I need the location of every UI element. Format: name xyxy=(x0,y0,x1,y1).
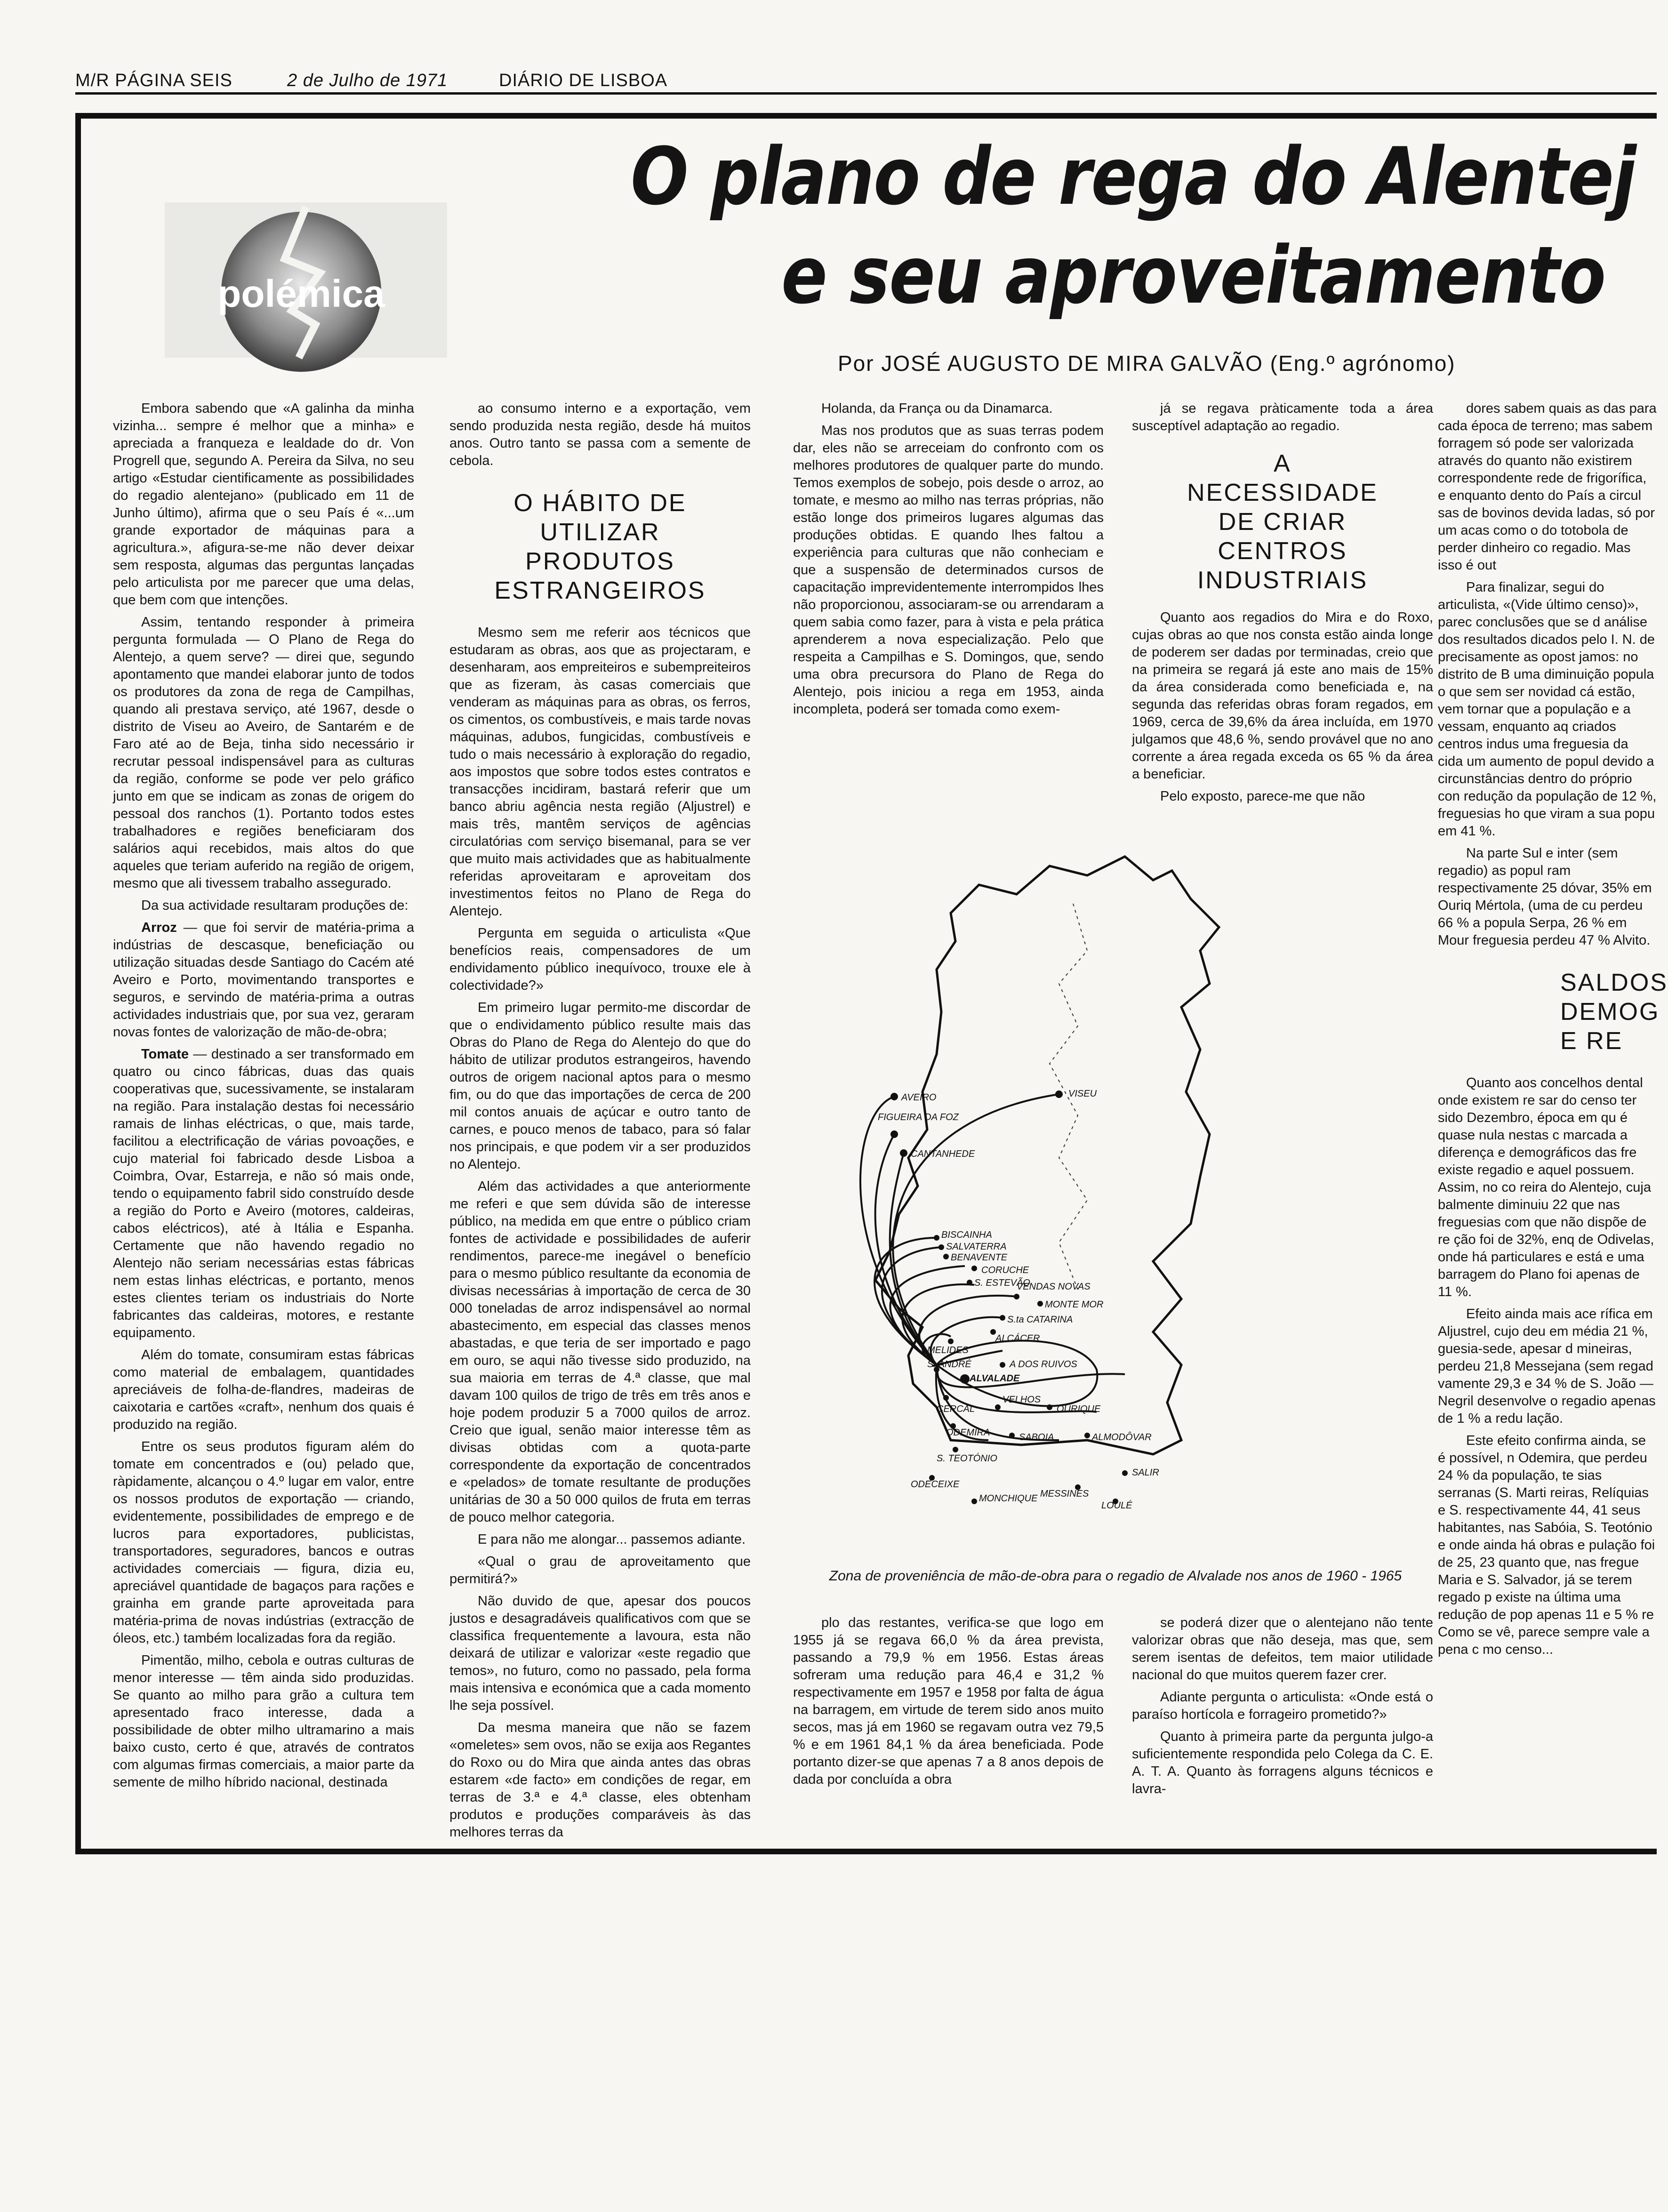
tomate-label: Tomate xyxy=(141,1047,189,1062)
paragraph: Pergunta em seguida o articulista «Que benefícios reais, compensadores de um endividamento público inequívoco, trouxe ele à colectividade?» xyxy=(449,926,751,993)
map-label: CERCAL xyxy=(937,1404,975,1414)
paragraph: Mas nos produtos que as suas terras podem dar, eles não se arreceiam do confronto com os melhores produtores de qualquer parte do mundo. Temos exemplos de sobejo, pois desde o arroz, ao tomate, e mesmo ao milho nas terras próprias, não estão longe dos primeiros lugares algumas das produções obtidas. E quando lhes faltou a experiência para culturas que não conheciam e que a suspensão de determinados cursos de capacitação imprevidentemente interrompidos lhes não proporcionou, associaram-se ou arrendaram a quem sabia como fazer, para à vista e pela prática aprenderem a nova especialização. Pelo que respeita a Campilhas e S. Domingos, que, sendo uma obra precursora do Plano de Rega do Alentejo, pois iniciou a rega em 1953, ainda incompleta, poderá ser tomada como exem- xyxy=(793,423,1104,717)
article-title-line2: e seu aproveitamento xyxy=(781,229,1605,321)
map-label: ALCÁCER xyxy=(995,1333,1040,1344)
map-label: CANTANHEDE xyxy=(911,1149,975,1159)
map-label: OURIQUE xyxy=(1057,1404,1101,1414)
map-label: BENAVENTE xyxy=(951,1252,1008,1263)
map-label: LOULÉ xyxy=(1101,1500,1132,1511)
map-label: SABOIA xyxy=(1019,1432,1054,1443)
map-label: MONTE MOR xyxy=(1045,1299,1104,1310)
column-4-bottom xyxy=(1132,1614,1433,1840)
map-label: S. ANDRÉ xyxy=(927,1359,971,1370)
polemica-logo xyxy=(165,202,447,358)
map-label: BISCAINHA xyxy=(941,1230,992,1240)
paragraph: Embora sabendo que «A galinha da minha vizinha... sempre é melhor que a minha» e apreciada a franqueza e lealdade do dr. Von Progrell que, segundo A. Pereira da Silva, no seu artigo «Estudar cientificamente as possibilidades do regadio alentejano» (publicado em 11 de Junho último), afirma que o seu País é «...um grande exportador de máquinas para a agricultura.», afigura-se-me não dever deixar sem resposta, algumas das perguntas lançadas pelo articulista por me parecer que uma delas, que bem com que intenções. xyxy=(113,401,414,608)
paragraph: Para finalizar, segui do articulista, «(Vide último censo)», parec conclusões que se d análise dos resultados dicados pelo I. N. de precisamente as opost jamos: no distrito de B uma diminuição popula o que sem ser novidad cá estão, vem tornar que a população e a vessam, enquanto aq criados centros indus uma freguesia da cida um aumento de popul devido a circunstâncias dentro do próprio con redução da população de 12 %, freguesias ho que viram a sua popu em 41 %. xyxy=(1438,580,1657,839)
map-label: S.ta CATARINA xyxy=(1007,1314,1073,1325)
paragraph: ao consumo interno e a exportação, vem sendo produzida nesta região, desde há muitos anos. Outro tanto se passa com a semente de cebola. xyxy=(449,401,751,468)
subheading-necessidade: A NECESSIDADE DE CRIAR CENTROS INDUSTRIAIS xyxy=(1187,450,1378,594)
article-frame-bottom xyxy=(75,1849,1657,1854)
paragraph xyxy=(113,919,414,1041)
column-1 xyxy=(113,400,414,1840)
paragraph: dores sabem quais as das para cada época de terreno; mas sabem forragem só pode ser valorizada através do quanto não existirem correspondente rede de frigorífica, e enquanto dento do País a circul sas de bovinos devida ladas, só por um acas como o do totobola de perder dinheiro co regadio. Mas isso é out xyxy=(1438,401,1657,573)
map-label: ODEMIRA xyxy=(946,1427,990,1438)
paragraph: Entre os seus produtos figuram além do tomate em concentrados e (ou) pelado que, ràpidamente, alcançou o 4.º lugar em valor, entre os nossos produtos de exportação — criando, evidentemente, possibilidades de emprego e de lucros para exportadores, publicistas, transportadores, seguradores, bancos e outras actividades comerciais — figura, dizia eu, apreciável quantidade de bagaços para rações e grainha em grande parte aproveitada para matéria-prima de novas indústrias (extracção de óleos, etc.) também localizadas fora da região. xyxy=(113,1439,414,1646)
arroz-text: — que foi servir de matéria-prima a indústrias de descasque, beneficiação ou utilização situadas desde Santiago do Cacém até Aveiro e Porto, movimentando transportes e seguros, e servindo de matéria-prima a outras actividades industriais que, por sua vez, geraram novas fontes de valorização de mão-de-obra; xyxy=(113,920,414,1040)
map-label: CORUCHE xyxy=(981,1265,1029,1275)
article-frame-left xyxy=(75,113,81,1854)
map-caption: Zona de proveniência de mão-de-obra para o regadio de Alvalade nos anos de 1960 - 1965 xyxy=(829,1568,1402,1584)
paragraph: Pimentão, milho, cebola e outras culturas de menor interesse — têm ainda sido produzidas. Se quanto ao milho para grão a cultura tem apresentado fraco interesse, dada a possibilidade de obter milho ultramarino a mais baixo custo, certo é que, através de contratos com algumas firmas comerciais, a maior parte da semente de milho híbrido nacional, destinada xyxy=(113,1653,414,1790)
masthead-rule xyxy=(75,92,1657,95)
map-label: MELIDES xyxy=(927,1345,969,1355)
paragraph: «Qual o grau de aproveitamento que permitirá?» xyxy=(449,1554,751,1587)
map-label: SALIR xyxy=(1132,1467,1159,1478)
newspaper-name: DIÁRIO DE LISBOA xyxy=(499,71,668,90)
column-3-bottom xyxy=(793,1614,1104,1840)
paragraph: Quanto à primeira parte da pergunta julgo-a suficientemente respondida pelo Colega da C. E. A. T. A. Quanto às forragens alguns técnicos e lavra- xyxy=(1132,1729,1433,1796)
arroz-label: Arroz xyxy=(141,920,177,935)
map-label: FIGUEIRA DA FOZ xyxy=(878,1112,959,1122)
map-label: ODECEIXE xyxy=(911,1479,960,1490)
paragraph: Em primeiro lugar permito-me discordar de que o endividamento público resulte mais das Obras do Plano de Rega do Alentejo do que do hábito de utilizar produtos estrangeiros, havendo outros de origem nacional aptos para o mesmo fim, ou do que das importações de cerca de 200 mil contos anuais de açúcar e outro tanto de carnes, e pouco menos de tabaco, para só falar nos principais, e que podem vir a ser produzidos no Alentejo. xyxy=(449,1000,751,1172)
article-title-line1: O plano de rega do Alentej xyxy=(631,130,1636,223)
paragraph: Mesmo sem me referir aos técnicos que estudaram as obras, aos que as projectaram, e desenharam, aos empreiteiros e subempreiteiros que as fizeram, às casas comerciais que venderam as máquinas para as obras, os ferros, os cimentos, os combustíveis, e mais tarde novas máquinas, adubos, fungicidas, combustíveis e tudo o mais necessário à exploração do regadio, aos impostos que sobre todos estes contratos e transacções incidiram, bastará referir que um banco abriu agência nesta região (Aljustrel) e mais três, mantêm serviços de agências circulatórias com serviço bisemanal, para se ver que muito mais actividades que as habitualmente referidas aproveitaram e aproveitam dos investimentos feitos no Plano de Rega do Alentejo. xyxy=(449,625,751,919)
logo-text: polémica xyxy=(217,272,385,315)
subheading-saldos: SALDOS DEMOG E RE xyxy=(1560,969,1668,1055)
map-label: VENDAS NOVAS xyxy=(1017,1282,1091,1292)
paragraph: Quanto aos regadios do Mira e do Roxo, cujas obras ao que nos consta estão ainda longe de poderem ser dadas por terminadas, creio que na primeira se regará já este ano mais de 15% da área considerada como beneficiada e, na segunda das referidas obras foram regados, em 1969, cerca de 39,6% da área incluída, em 1970 julgamos que 48,6 %, sendo provável que no ano corrente a área regada exceda os 65 % da área a beneficiar. xyxy=(1132,610,1433,782)
paragraph: E para não me alongar... passemos adiante. xyxy=(478,1532,746,1547)
map-label: A DOS RUIVOS xyxy=(1010,1359,1077,1370)
paragraph: Efeito ainda mais ace rífica em Aljustrel, cujo deu em média 21 %, guesia-sede, apesar d mineiras, perdeu 21,8 Messejana (sem regad vamente 29,3 e 34 % de S. João — Negril desenvolve o regadio apenas de 1 % a redu lação. xyxy=(1438,1306,1656,1426)
map-label: VISEU xyxy=(1068,1089,1097,1099)
tomate-text: — destinado a ser transformado em quatro ou cinco fábricas, duas das quais cooperativas que, sucessivamente, se instalaram na região. Para instalação destas foi necessário ramais de linhas eléctricas, o que, mais tarde, facilitou a electrificação de várias povoações, e cujo material foi fabricado desde Lisboa a Coimbra, Ovar, Estarreja, e não só mais onde, tendo o equipamento fabril sido construído desde a região do Porto e Aveiro (motores, caldeiras, cabos eléctricos), até à Itália e Espanha. Certamente que não havendo regadio no Alentejo não seriam necessárias estas fábricas nem estas linhas eléctricas, e portanto, menos estes clientes teriam os industriais do Norte fabricantes das caldeiras, motores, e restante equipamento. xyxy=(113,1047,414,1340)
map-label: S. TEOTÓNIO xyxy=(937,1453,997,1464)
paragraph: Este efeito confirma ainda, se é possível, n Odemira, que perdeu 24 % da população, te sias serranas (S. Marti reiras, Relíquias e S. respectivamente 44, 41 seus habitantes, nas Sabóia, S. Teotónio e onde ainda há obras e pulação foi de 25, 23 quanto que, nas fregue Maria e S. Salvador, já se terem regado p existe na última uma redução de pop apenas 11 e 5 % re Como se vê, parece sempre vale a pena c mo censo... xyxy=(1438,1433,1655,1657)
paragraph: Na parte Sul e inter (sem regadio) as popul ram respectivamente 25 dóvar, 35% em Ouriq Mértola, (uma de cu perdeu 66 % a popula Serpa, 26 % em Mour freguesia perdeu 47 % Alvito. xyxy=(1438,846,1652,948)
paragraph: plo das restantes, verifica-se que logo em 1955 já se regava 66,0 % da área prevista, passando a 79,9 % em 1956. Estas áreas sofreram uma redução para 46,4 e 31,2 % respectivamente em 1957 e 1958 por falta de água na barragem, em virtude de terem sido anos muito secos, mas já em 1960 se regavam outra vez 79,5 % e em 1961 84,1 % da área beneficiada. Pode portanto dizer-se que apenas 7 a 8 anos depois de dada por concluída a obra xyxy=(793,1615,1104,1787)
paragraph: Não duvido de que, apesar dos poucos justos e desagradáveis qualificativos com que se classifica frequentemente a lavoura, esta não deixará de utilizar e valorizar «este regadio que temos», no futuro, como no passado, pela forma mais intensiva e económica que a cada momento lhe seja possível. xyxy=(449,1594,751,1713)
paragraph: Quanto aos concelhos dental onde existem re sar do censo ter sido Dezembro, época em qu é quase nula nestas c marcada a diferença e demográficos das fre existe regadio e aquel possuem. Assim, no co reira do Alentejo, cuja balmente diminuiu 22 que nas freguesias com que não dispõe de re ção foi de 32%, enq de Odivelas, onde há particulares e está e uma barragem do Plano foi apenas de 11 %. xyxy=(1438,1075,1654,1299)
map-label: AVEIRO xyxy=(901,1092,937,1103)
paragraph: Da sua actividade resultaram produções de: xyxy=(141,898,409,913)
paragraph: Além das actividades a que anteriormente me referi e que sem dúvida são de interesse público, na medida em que entre o público criam fontes de actividade e possibilidades de auferir rendimentos, parece-me inegável o benefício para o mesmo público resultante da economia de divisas necessárias à importação de cerca de 30 000 toneladas de arroz indispensável ao normal abastecimento, em especial das classes menos abastadas, e que teria de ser importado e pago em ouro, se aqui não tivesse sido produzido, na sua maioria em terras de 4.ª classe, que mal davam 100 quilos de trigo de três em três anos e hoje podem produzir 5 a 7000 quilos de arroz. Creio que igual, senão maior interesse têm as divisas obtidas com a quota-parte correspondente da exportação de concentrados e «pelados» de tomate resultante de produções unitárias de 30 a 50 000 quilos de fruta em terras de pouco melhor categoria. xyxy=(449,1179,751,1525)
article-byline: Por JOSÉ AUGUSTO DE MIRA GALVÃO (Eng.º agrónomo) xyxy=(838,351,1456,376)
paragraph: Assim, tentando responder à primeira pergunta formulada — O Plano de Rega do Alentejo, a quem serve? — direi que, segundo apontamento que mandei elaborar junto de todos os produtores da zona de rega de Campilhas, quando ali prestava serviço, até 1967, desde o distrito de Viseu ao Aveiro, de Santarém e de Faro até ao de Beja, tinha sido necessário ir recrutar pessoal indispensável para as culturas da região, conforme se pode ver pelo gráfico junto em que se indicam as zonas de origem do pessoal dos ranchos (1). Portanto todos estes trabalhadores e regiões beneficiaram dos salários aqui recebidos, mais altos do que aqueles que teriam auferido na região de origem, mesmo que ali tivessem trabalho assegurado. xyxy=(113,615,414,891)
column-4 xyxy=(1132,400,1433,814)
map-label: ALMODÔVAR xyxy=(1092,1432,1152,1443)
map-label: MONCHIQUE xyxy=(979,1493,1038,1504)
article-frame-top xyxy=(75,113,1657,119)
issue-date: 2 de Julho de 1971 xyxy=(287,71,448,90)
paragraph: já se regava pràticamente toda a área susceptível adaptação ao regadio. xyxy=(1132,401,1433,433)
section-label: M/R PÁGINA SEIS xyxy=(75,71,233,90)
paragraph: Da mesma maneira que não se fazem «omeletes» sem ovos, não se exija aos Regantes do Roxo ou do Mira que ainda antes das obras estarem «de facto» em condições de regar, em terras de 3.ª e 4.ª classe, eles obtenham produtos e produções comparáveis às das melhores terras da xyxy=(449,1720,751,1840)
map-label: SALVATERRA xyxy=(946,1242,1007,1252)
paragraph: Holanda, da França ou da Dinamarca. xyxy=(821,401,1053,416)
paragraph: Além do tomate, consumiram estas fábricas como material de embalagem, quantidades apreciáveis de folha-de-flandres, madeiras de caixotaria e cartões «craft», nenhum dos quais é produzido na região. xyxy=(113,1347,414,1432)
subheading-habito: O HÁBITO DE UTILIZAR PRODUTOS ESTRANGEIROS xyxy=(494,489,706,604)
paragraph: Adiante pergunta o articulista: «Onde está o paraíso hortícola e forrageiro prometido?» xyxy=(1132,1690,1433,1722)
column-5 xyxy=(1438,400,1668,1840)
portugal-map xyxy=(795,828,1431,1553)
column-2 xyxy=(449,400,751,1840)
map-label: S. ESTEVÃO xyxy=(974,1278,1030,1288)
map-label: ALVALADE xyxy=(970,1373,1020,1384)
map-label: MESSINES xyxy=(1040,1489,1089,1499)
column-3 xyxy=(793,400,1104,814)
paragraph: se poderá dizer que o alentejano não tente valorizar obras que não deseja, mas que, sem serem isentas de defeitos, tem maior utilidade nacional do que muitos querem fazer crer. xyxy=(1132,1615,1433,1683)
paragraph: Pelo exposto, parece-me que não xyxy=(1160,789,1365,804)
paragraph xyxy=(113,1046,414,1342)
map-label: VELHOS xyxy=(1002,1395,1041,1405)
